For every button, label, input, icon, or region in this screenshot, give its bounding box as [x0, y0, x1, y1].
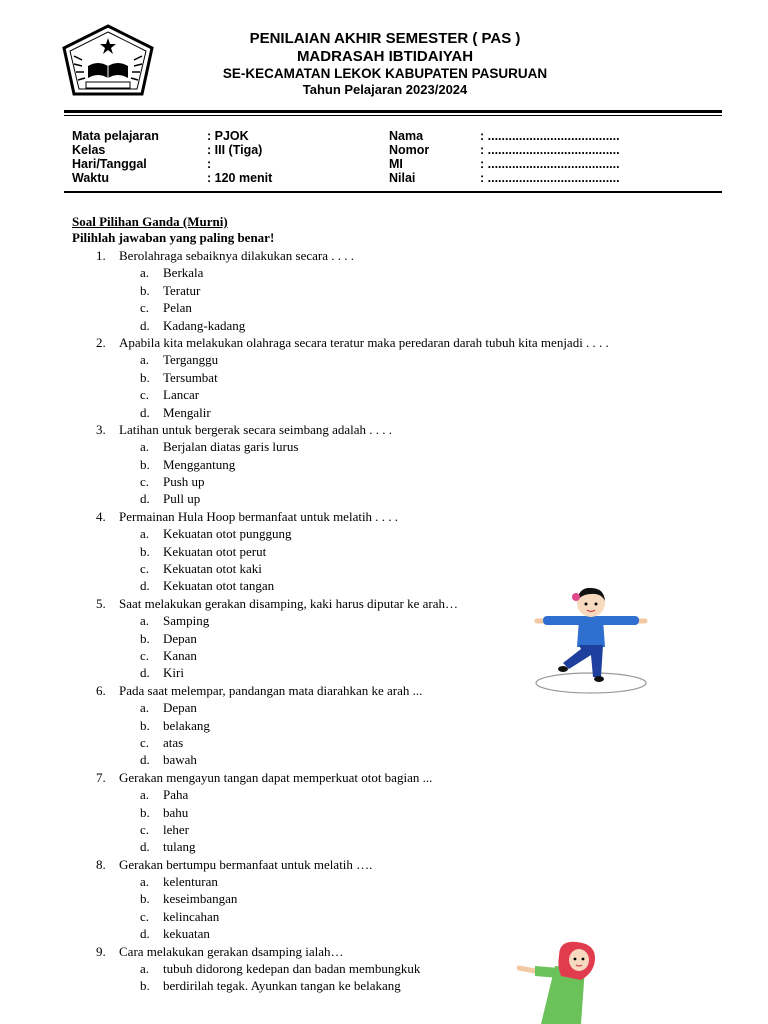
question-number: 1.: [96, 248, 106, 263]
option-letter: a.: [140, 265, 150, 281]
question-text: Pada saat melempar, pandangan mata diarahkan ke arah ...: [119, 682, 423, 698]
answer-option[interactable]: [72, 960, 712, 977]
answer-option[interactable]: [72, 717, 712, 734]
option-letter: b.: [140, 717, 150, 733]
answer-option[interactable]: [72, 456, 712, 473]
district-name: SE-KECAMATAN LEKOK KABUPATEN PASURUAN: [222, 66, 548, 81]
option-letter: b.: [140, 891, 150, 907]
option-text: Menggantung: [163, 456, 236, 472]
answer-option[interactable]: [72, 821, 712, 838]
info-blank-field[interactable]: : ......................................: [480, 171, 620, 185]
option-letter: c.: [140, 387, 150, 403]
option-letter: b.: [140, 630, 150, 646]
answer-option[interactable]: [72, 351, 712, 368]
question-number: 7.: [96, 769, 106, 785]
option-text: Berkala: [163, 265, 204, 281]
option-letter: b.: [140, 543, 150, 559]
option-letter: c.: [140, 300, 150, 316]
info-label: Nilai: [389, 171, 416, 185]
academic-year: Tahun Pelajaran 2023/2024: [302, 82, 468, 97]
option-letter: a.: [140, 352, 150, 368]
answer-option[interactable]: [72, 699, 712, 716]
question-number: 4.: [96, 508, 106, 524]
answer-option[interactable]: [72, 282, 712, 299]
info-label: MI: [389, 157, 403, 171]
answer-option[interactable]: [72, 317, 712, 334]
question-number: 2.: [96, 334, 106, 350]
option-text: Mengalir: [163, 404, 211, 420]
girl-hijab-illustration-icon: [515, 940, 615, 1024]
option-letter: c.: [140, 821, 150, 837]
option-text: atas: [163, 734, 184, 750]
option-text: bahu: [163, 804, 189, 820]
question-item: [72, 421, 712, 438]
option-letter: d.: [140, 491, 150, 507]
info-blank-field[interactable]: : ......................................: [480, 143, 620, 157]
answer-option[interactable]: [72, 438, 712, 455]
question-number: 3.: [96, 421, 106, 437]
option-letter: b.: [140, 804, 150, 820]
option-letter: c.: [140, 561, 150, 577]
option-text: Lancar: [163, 387, 200, 403]
question-number: 9.: [96, 943, 106, 959]
option-text: Kekuatan otot tangan: [163, 578, 275, 594]
answer-option[interactable]: [72, 525, 712, 542]
answer-option[interactable]: [72, 404, 712, 421]
answer-option[interactable]: [72, 873, 712, 890]
option-text: Kanan: [163, 647, 197, 663]
option-text: leher: [163, 821, 189, 837]
option-letter: b.: [140, 456, 150, 472]
school-name: MADRASAH IBTIDAIYAH: [296, 48, 474, 65]
exam-title: PENILAIAN AKHIR SEMESTER ( PAS ): [249, 30, 521, 47]
info-value: : PJOK: [207, 129, 249, 143]
option-letter: b.: [140, 369, 150, 385]
answer-option[interactable]: [72, 299, 712, 316]
option-text: Kadang-kadang: [163, 317, 246, 333]
option-text: berdirilah tegak. Ayunkan tangan ke belakang: [163, 978, 401, 994]
option-text: bawah: [163, 752, 197, 768]
option-text: Depan: [163, 700, 197, 716]
option-letter: b.: [140, 978, 150, 994]
answer-option[interactable]: [72, 369, 712, 386]
question-item: [72, 247, 712, 264]
option-text: Berjalan diatas garis lurus: [163, 439, 299, 455]
option-text: Terganggu: [163, 352, 219, 368]
option-letter: b.: [140, 282, 150, 298]
question-number: 5.: [96, 595, 106, 611]
answer-option[interactable]: [72, 908, 712, 925]
answer-option[interactable]: [72, 890, 712, 907]
question-text: Latihan untuk bergerak secara seimbang adalah . . . .: [119, 421, 393, 437]
option-letter: c.: [140, 647, 150, 663]
option-letter: d.: [140, 404, 150, 420]
option-text: kelenturan: [163, 874, 218, 890]
info-label: Nomor: [389, 143, 430, 157]
option-text: Pull up: [163, 491, 201, 507]
question-text: Permainan Hula Hoop bermanfaat untuk melatih . . . .: [119, 508, 399, 524]
option-text: kelincahan: [163, 908, 220, 924]
option-letter: d.: [140, 839, 150, 855]
option-text: belakang: [163, 717, 210, 733]
option-text: Teratur: [163, 282, 201, 298]
option-text: Kekuatan otot kaki: [163, 561, 262, 577]
answer-option[interactable]: [72, 977, 712, 994]
answer-option[interactable]: [72, 543, 712, 560]
instruction: Pilihlah jawaban yang paling benar!: [72, 230, 275, 245]
option-text: keseimbangan: [163, 891, 238, 907]
option-text: kekuatan: [163, 926, 210, 942]
girl-balancing-illustration-icon: [533, 585, 648, 695]
info-label: Nama: [389, 129, 424, 143]
option-text: Pelan: [163, 300, 192, 316]
question-number: 8.: [96, 856, 106, 872]
question-text: Gerakan mengayun tangan dapat memperkuat otot bagian ...: [119, 769, 433, 785]
option-letter: c.: [140, 734, 150, 750]
option-text: Tersumbat: [163, 369, 218, 385]
option-letter: c.: [140, 908, 150, 924]
info-value: :: [207, 157, 212, 171]
ministry-logo-icon: [60, 24, 156, 104]
info-label: Waktu: [72, 171, 110, 185]
answer-option[interactable]: [72, 386, 712, 403]
question-text: Gerakan bertumpu bermanfaat untuk melatih ….: [119, 856, 373, 872]
option-text: Depan: [163, 630, 197, 646]
header-title-block: [150, 30, 620, 98]
option-text: Samping: [163, 613, 210, 629]
info-label: Hari/Tanggal: [72, 157, 147, 171]
answer-option[interactable]: [72, 786, 712, 803]
question-text: Berolahraga sebaiknya dilakukan secara . . . .: [119, 248, 354, 263]
info-label: Kelas: [72, 143, 106, 157]
option-text: tubuh didorong kedepan dan badan membungkuk: [163, 961, 421, 977]
answer-option[interactable]: [72, 925, 712, 942]
option-letter: a.: [140, 874, 150, 890]
option-letter: d.: [140, 926, 150, 942]
info-value: : III (Tiga): [207, 143, 263, 157]
answer-option[interactable]: [72, 490, 712, 507]
question-item: [72, 856, 712, 873]
section-title: Soal Pilihan Ganda (Murni): [72, 214, 228, 229]
option-text: tulang: [163, 839, 196, 855]
document-header: [0, 0, 768, 110]
option-text: Kekuatan otot punggung: [163, 526, 292, 542]
answer-option[interactable]: [72, 560, 712, 577]
answer-option[interactable]: [72, 734, 712, 751]
option-letter: a.: [140, 961, 150, 977]
header-divider-thick: [64, 110, 722, 113]
option-letter: d.: [140, 578, 150, 594]
question-text: Cara melakukan gerakan dsamping ialah…: [119, 943, 344, 959]
answer-option[interactable]: [72, 751, 712, 768]
question-item: [72, 334, 712, 351]
header-divider-thin: [64, 115, 722, 116]
info-label: Mata pelajaran: [72, 129, 159, 143]
answer-option[interactable]: [72, 264, 712, 281]
answer-option[interactable]: [72, 804, 712, 821]
answer-option[interactable]: [72, 838, 712, 855]
info-blank-field[interactable]: : ......................................: [480, 129, 620, 143]
option-letter: a.: [140, 526, 150, 542]
option-letter: a.: [140, 439, 150, 455]
option-text: Kiri: [163, 665, 184, 681]
question-item: [72, 508, 712, 525]
option-letter: c.: [140, 474, 150, 490]
info-blank-field[interactable]: : ......................................: [480, 157, 620, 171]
option-letter: a.: [140, 787, 150, 803]
question-text: Saat melakukan gerakan disamping, kaki harus diputar ke arah…: [119, 595, 458, 611]
answer-option[interactable]: [72, 473, 712, 490]
question-item: [72, 769, 712, 786]
option-letter: d.: [140, 752, 150, 768]
info-value: : 120 menit: [207, 171, 273, 185]
option-letter: d.: [140, 317, 150, 333]
option-letter: a.: [140, 700, 150, 716]
question-text: Apabila kita melakukan olahraga secara teratur maka peredaran darah tubuh kita menjadi . . . .: [119, 334, 609, 350]
info-divider: [64, 191, 722, 193]
option-text: Paha: [163, 787, 189, 803]
option-text: Push up: [163, 474, 205, 490]
option-text: Kekuatan otot perut: [163, 543, 267, 559]
option-letter: a.: [140, 613, 150, 629]
question-number: 6.: [96, 682, 106, 698]
option-letter: d.: [140, 665, 150, 681]
question-item: [72, 943, 712, 960]
